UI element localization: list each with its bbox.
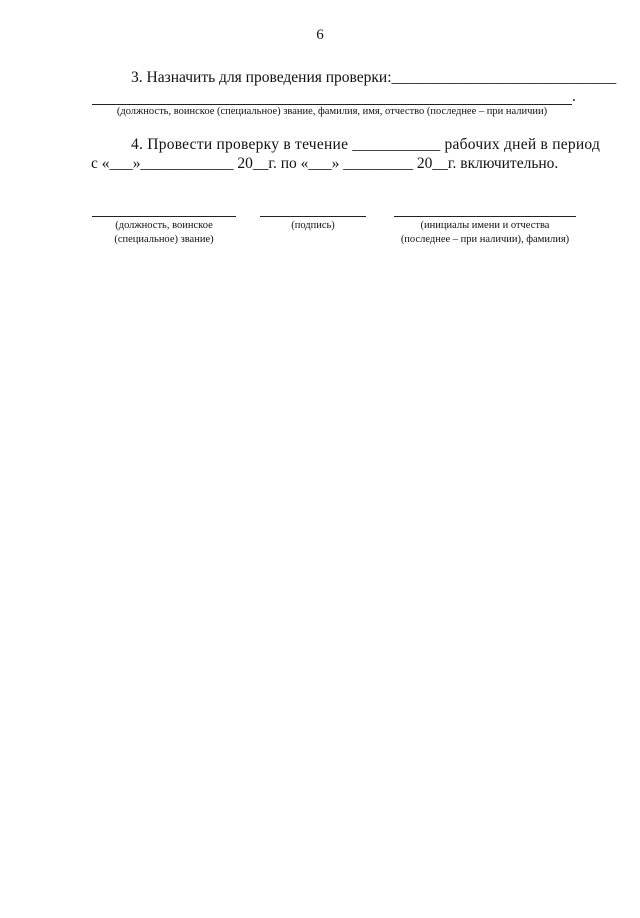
signature-line [260,216,366,217]
item4-line1: 4. Провести проверку в течение ___________ рабочих дней в период [131,136,601,153]
item3-text: 3. Назначить для проведения проверки:_____________________________ [131,69,617,86]
position-signature-line [92,216,236,217]
name-signature-line [394,216,576,217]
position-caption: (должность, воинское (специальное) звание) [114,220,214,246]
item3-fill-line-end: . [572,88,576,105]
item4-line2: с «___»____________ 20__г. по «___» _________ 20__г. включительно. [91,155,559,172]
signature-caption: (подпись) [291,220,335,231]
page-number: 6 [316,27,324,43]
name-caption: (инициалы имени и отчества (последнее – при наличии), фамилия) [400,220,570,246]
item3-caption: (должность, воинское (специальное) звание, фамилия, имя, отчество (последнее – при наличии) [116,106,548,117]
